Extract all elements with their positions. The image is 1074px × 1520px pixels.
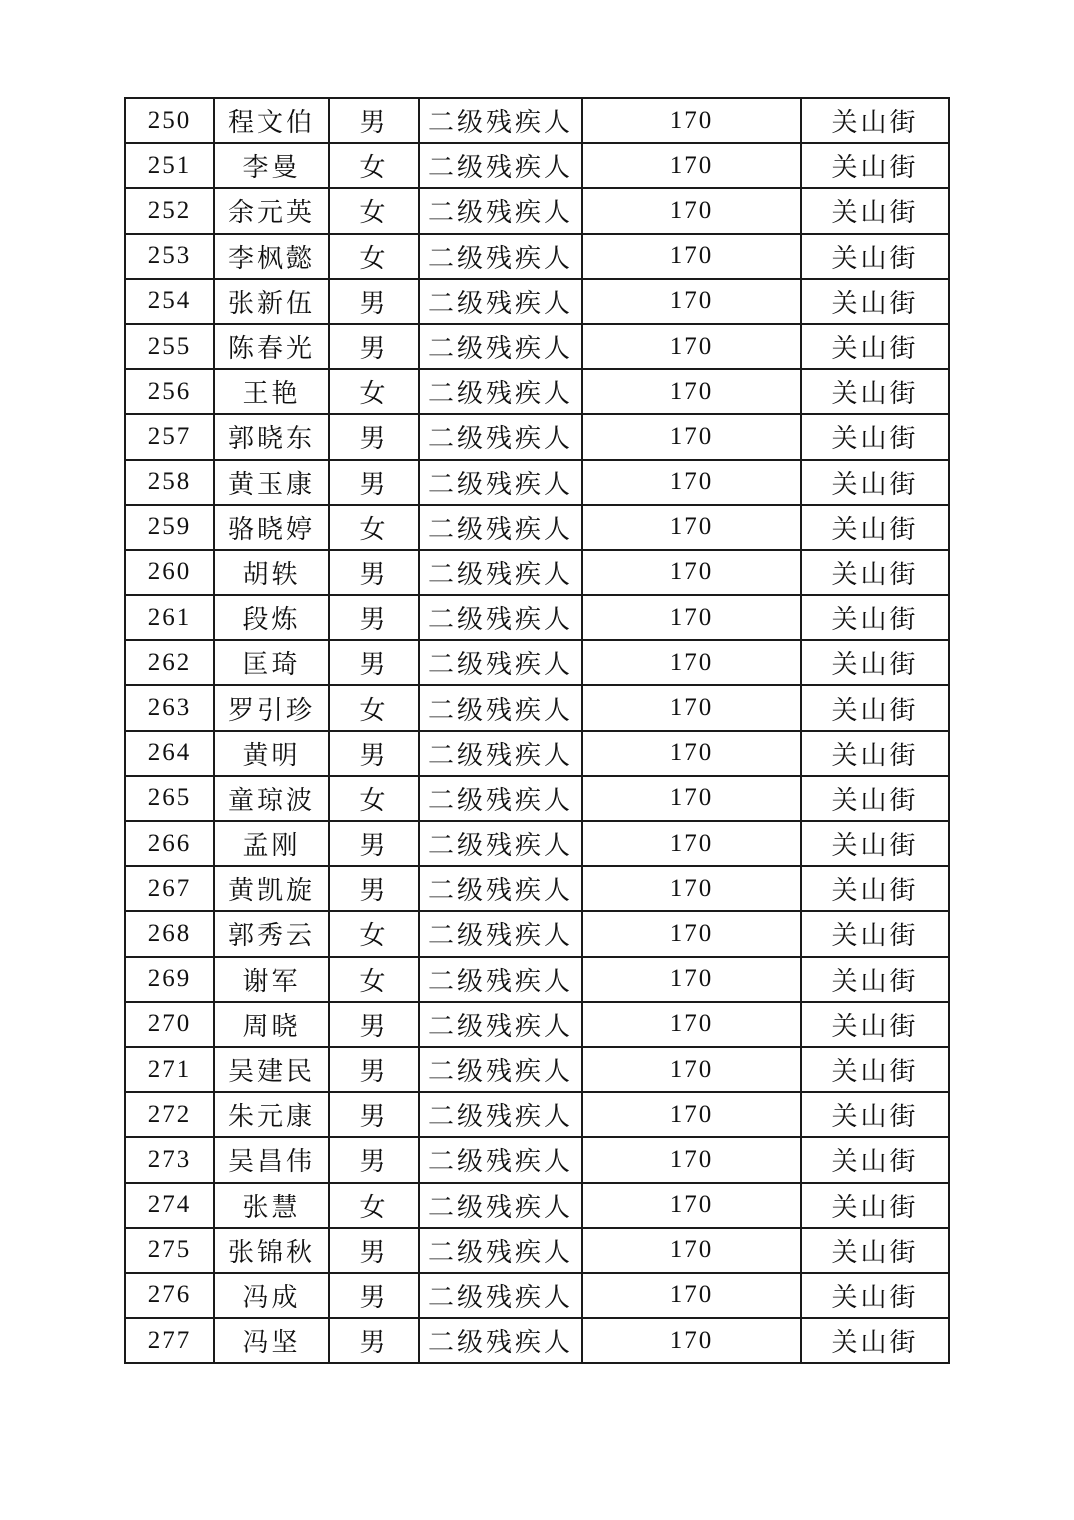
street-name: 关山街 <box>801 1047 949 1092</box>
row-number: 254 <box>125 279 214 324</box>
street-name: 关山街 <box>801 1318 949 1363</box>
person-name: 程文伯 <box>214 98 329 143</box>
subsidy-amount: 170 <box>582 1092 801 1137</box>
disability-category: 二级残疾人 <box>419 1273 582 1318</box>
disability-category: 二级残疾人 <box>419 957 582 1002</box>
subsidy-amount: 170 <box>582 595 801 640</box>
table-row <box>125 279 949 324</box>
street-name: 关山街 <box>801 821 949 866</box>
person-name: 张新伍 <box>214 279 329 324</box>
row-number: 276 <box>125 1273 214 1318</box>
gender: 男 <box>329 821 419 866</box>
disability-category: 二级残疾人 <box>419 685 582 730</box>
street-name: 关山街 <box>801 957 949 1002</box>
gender: 女 <box>329 234 419 279</box>
street-name: 关山街 <box>801 866 949 911</box>
disability-category: 二级残疾人 <box>419 369 582 414</box>
person-name: 朱元康 <box>214 1092 329 1137</box>
person-name: 冯成 <box>214 1273 329 1318</box>
row-number: 259 <box>125 505 214 550</box>
subsidy-amount: 170 <box>582 957 801 1002</box>
table-row <box>125 234 949 279</box>
table-row <box>125 460 949 505</box>
row-number: 263 <box>125 685 214 730</box>
subsidy-amount: 170 <box>582 685 801 730</box>
subsidy-amount: 170 <box>582 505 801 550</box>
row-number: 264 <box>125 731 214 776</box>
person-name: 吴建民 <box>214 1047 329 1092</box>
person-name: 匡琦 <box>214 640 329 685</box>
subsidy-amount: 170 <box>582 234 801 279</box>
person-name: 孟刚 <box>214 821 329 866</box>
gender: 男 <box>329 640 419 685</box>
street-name: 关山街 <box>801 324 949 369</box>
row-number: 269 <box>125 957 214 1002</box>
person-name: 张锦秋 <box>214 1228 329 1273</box>
gender: 女 <box>329 369 419 414</box>
subsidy-amount: 170 <box>582 414 801 459</box>
person-name: 张慧 <box>214 1183 329 1228</box>
gender: 男 <box>329 324 419 369</box>
person-name: 骆晓婷 <box>214 505 329 550</box>
disability-category: 二级残疾人 <box>419 1092 582 1137</box>
recipient-table-body <box>125 98 949 1363</box>
gender: 女 <box>329 685 419 730</box>
gender: 女 <box>329 505 419 550</box>
row-number: 275 <box>125 1228 214 1273</box>
subsidy-amount: 170 <box>582 369 801 414</box>
subsidy-amount: 170 <box>582 866 801 911</box>
table-row <box>125 188 949 233</box>
gender: 男 <box>329 1002 419 1047</box>
subsidy-amount: 170 <box>582 911 801 956</box>
gender: 男 <box>329 1228 419 1273</box>
gender: 女 <box>329 911 419 956</box>
row-number: 260 <box>125 550 214 595</box>
person-name: 段炼 <box>214 595 329 640</box>
disability-category: 二级残疾人 <box>419 595 582 640</box>
subsidy-amount: 170 <box>582 324 801 369</box>
table-row <box>125 866 949 911</box>
street-name: 关山街 <box>801 1092 949 1137</box>
street-name: 关山街 <box>801 685 949 730</box>
gender: 女 <box>329 188 419 233</box>
table-row <box>125 776 949 821</box>
table-row <box>125 1183 949 1228</box>
street-name: 关山街 <box>801 1273 949 1318</box>
person-name: 李曼 <box>214 143 329 188</box>
street-name: 关山街 <box>801 188 949 233</box>
subsidy-amount: 170 <box>582 279 801 324</box>
person-name: 吴昌伟 <box>214 1137 329 1182</box>
street-name: 关山街 <box>801 731 949 776</box>
table-row <box>125 595 949 640</box>
gender: 男 <box>329 98 419 143</box>
row-number: 274 <box>125 1183 214 1228</box>
subsidy-amount: 170 <box>582 460 801 505</box>
table-row <box>125 1228 949 1273</box>
subsidy-amount: 170 <box>582 1137 801 1182</box>
row-number: 257 <box>125 414 214 459</box>
table-row <box>125 98 949 143</box>
table-row <box>125 821 949 866</box>
subsidy-amount: 170 <box>582 776 801 821</box>
subsidy-amount: 170 <box>582 731 801 776</box>
subsidy-amount: 170 <box>582 1183 801 1228</box>
gender: 男 <box>329 731 419 776</box>
street-name: 关山街 <box>801 1183 949 1228</box>
street-name: 关山街 <box>801 98 949 143</box>
subsidy-amount: 170 <box>582 1273 801 1318</box>
row-number: 266 <box>125 821 214 866</box>
subsidy-amount: 170 <box>582 98 801 143</box>
subsidy-amount: 170 <box>582 143 801 188</box>
disability-category: 二级残疾人 <box>419 98 582 143</box>
gender: 男 <box>329 1092 419 1137</box>
row-number: 251 <box>125 143 214 188</box>
gender: 男 <box>329 595 419 640</box>
table-row <box>125 414 949 459</box>
street-name: 关山街 <box>801 505 949 550</box>
street-name: 关山街 <box>801 414 949 459</box>
table-row <box>125 1318 949 1363</box>
row-number: 253 <box>125 234 214 279</box>
disability-category: 二级残疾人 <box>419 1047 582 1092</box>
person-name: 陈春光 <box>214 324 329 369</box>
subsidy-amount: 170 <box>582 550 801 595</box>
gender: 男 <box>329 550 419 595</box>
person-name: 王艳 <box>214 369 329 414</box>
disability-category: 二级残疾人 <box>419 188 582 233</box>
disability-category: 二级残疾人 <box>419 1137 582 1182</box>
gender: 男 <box>329 866 419 911</box>
row-number: 255 <box>125 324 214 369</box>
row-number: 258 <box>125 460 214 505</box>
table-row <box>125 1092 949 1137</box>
row-number: 272 <box>125 1092 214 1137</box>
table-row <box>125 505 949 550</box>
street-name: 关山街 <box>801 1137 949 1182</box>
row-number: 261 <box>125 595 214 640</box>
table-row <box>125 640 949 685</box>
disability-category: 二级残疾人 <box>419 414 582 459</box>
row-number: 273 <box>125 1137 214 1182</box>
disability-category: 二级残疾人 <box>419 234 582 279</box>
subsidy-amount: 170 <box>582 1228 801 1273</box>
street-name: 关山街 <box>801 234 949 279</box>
person-name: 童琼波 <box>214 776 329 821</box>
street-name: 关山街 <box>801 1228 949 1273</box>
gender: 女 <box>329 776 419 821</box>
row-number: 252 <box>125 188 214 233</box>
disability-category: 二级残疾人 <box>419 821 582 866</box>
disability-category: 二级残疾人 <box>419 1228 582 1273</box>
person-name: 郭秀云 <box>214 911 329 956</box>
disability-category: 二级残疾人 <box>419 1318 582 1363</box>
disability-category: 二级残疾人 <box>419 640 582 685</box>
table-row <box>125 1047 949 1092</box>
row-number: 271 <box>125 1047 214 1092</box>
person-name: 黄凯旋 <box>214 866 329 911</box>
disability-category: 二级残疾人 <box>419 143 582 188</box>
table-row <box>125 731 949 776</box>
street-name: 关山街 <box>801 640 949 685</box>
row-number: 270 <box>125 1002 214 1047</box>
person-name: 郭晓东 <box>214 414 329 459</box>
table-row <box>125 369 949 414</box>
street-name: 关山街 <box>801 776 949 821</box>
disability-category: 二级残疾人 <box>419 1183 582 1228</box>
subsidy-amount: 170 <box>582 821 801 866</box>
person-name: 谢军 <box>214 957 329 1002</box>
disability-category: 二级残疾人 <box>419 505 582 550</box>
disability-category: 二级残疾人 <box>419 1002 582 1047</box>
row-number: 262 <box>125 640 214 685</box>
street-name: 关山街 <box>801 911 949 956</box>
row-number: 267 <box>125 866 214 911</box>
disability-category: 二级残疾人 <box>419 776 582 821</box>
street-name: 关山街 <box>801 1002 949 1047</box>
recipient-table <box>124 97 950 1364</box>
person-name: 胡轶 <box>214 550 329 595</box>
gender: 男 <box>329 414 419 459</box>
gender: 男 <box>329 1273 419 1318</box>
person-name: 冯坚 <box>214 1318 329 1363</box>
subsidy-amount: 170 <box>582 1002 801 1047</box>
gender: 男 <box>329 279 419 324</box>
street-name: 关山街 <box>801 369 949 414</box>
street-name: 关山街 <box>801 595 949 640</box>
gender: 男 <box>329 1047 419 1092</box>
subsidy-amount: 170 <box>582 188 801 233</box>
row-number: 256 <box>125 369 214 414</box>
gender: 女 <box>329 1183 419 1228</box>
street-name: 关山街 <box>801 460 949 505</box>
table-row <box>125 1273 949 1318</box>
table-row <box>125 1137 949 1182</box>
table-row <box>125 957 949 1002</box>
row-number: 268 <box>125 911 214 956</box>
gender: 男 <box>329 1137 419 1182</box>
row-number: 277 <box>125 1318 214 1363</box>
person-name: 周晓 <box>214 1002 329 1047</box>
subsidy-amount: 170 <box>582 640 801 685</box>
gender: 男 <box>329 1318 419 1363</box>
table-row <box>125 143 949 188</box>
person-name: 黄明 <box>214 731 329 776</box>
disability-category: 二级残疾人 <box>419 866 582 911</box>
subsidy-amount: 170 <box>582 1318 801 1363</box>
gender: 男 <box>329 460 419 505</box>
person-name: 余元英 <box>214 188 329 233</box>
row-number: 265 <box>125 776 214 821</box>
table-row <box>125 685 949 730</box>
street-name: 关山街 <box>801 550 949 595</box>
table-row <box>125 1002 949 1047</box>
person-name: 李枫懿 <box>214 234 329 279</box>
person-name: 黄玉康 <box>214 460 329 505</box>
disability-category: 二级残疾人 <box>419 911 582 956</box>
disability-category: 二级残疾人 <box>419 324 582 369</box>
disability-category: 二级残疾人 <box>419 279 582 324</box>
gender: 女 <box>329 143 419 188</box>
person-name: 罗引珍 <box>214 685 329 730</box>
table-row <box>125 324 949 369</box>
subsidy-amount: 170 <box>582 1047 801 1092</box>
street-name: 关山街 <box>801 143 949 188</box>
table-row <box>125 911 949 956</box>
table-row <box>125 550 949 595</box>
disability-category: 二级残疾人 <box>419 731 582 776</box>
street-name: 关山街 <box>801 279 949 324</box>
gender: 女 <box>329 957 419 1002</box>
disability-category: 二级残疾人 <box>419 550 582 595</box>
disability-category: 二级残疾人 <box>419 460 582 505</box>
row-number: 250 <box>125 98 214 143</box>
